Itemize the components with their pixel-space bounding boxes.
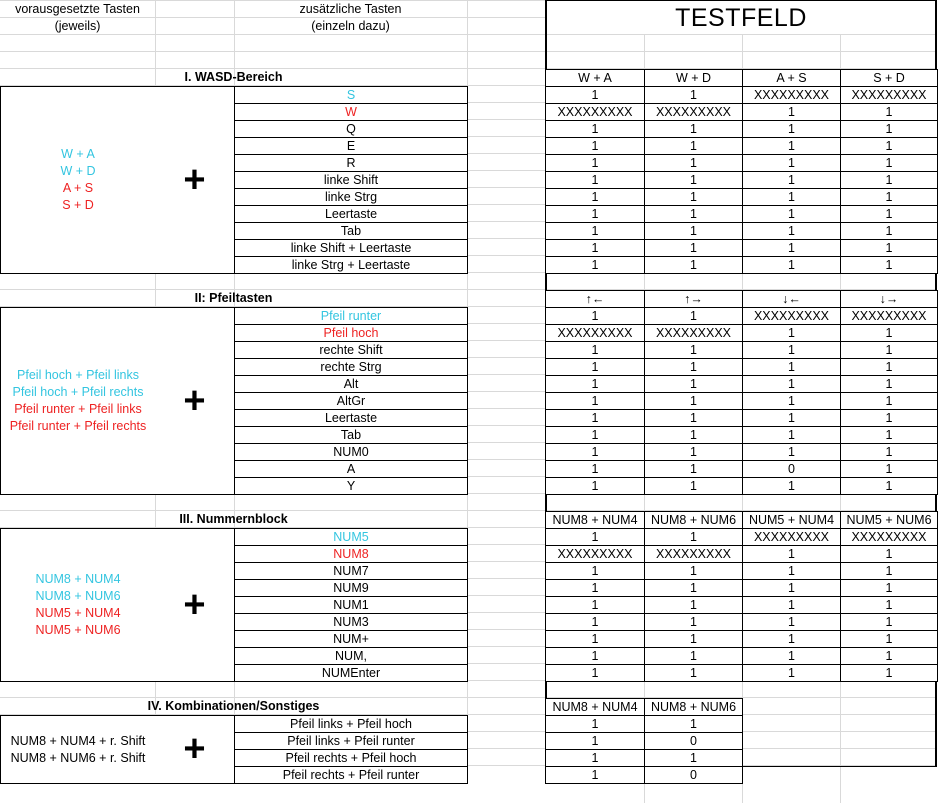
test-result-cell[interactable]: 1 <box>644 392 743 410</box>
combo-label: Pfeil hoch + Pfeil links <box>17 368 139 382</box>
test-result-cell[interactable]: 1 <box>644 239 743 257</box>
additional-key: R <box>234 154 468 172</box>
combo-label: W + A <box>61 147 95 161</box>
test-result-cell[interactable]: 1 <box>644 222 743 240</box>
test-result-cell[interactable]: 1 <box>545 749 645 767</box>
test-result-cell[interactable]: 1 <box>742 664 841 682</box>
test-result-cell[interactable]: 1 <box>545 409 645 427</box>
test-result-cell[interactable]: 1 <box>545 766 645 784</box>
section-title: III. Nummernblock <box>179 512 288 526</box>
section-title: IV. Kombinationen/Sonstiges <box>147 699 320 713</box>
section-title: II: Pfeiltasten <box>194 291 273 305</box>
test-result-cell[interactable]: 1 <box>545 341 645 359</box>
test-column-header: S + D <box>840 69 938 87</box>
test-result-cell[interactable]: 1 <box>742 426 841 444</box>
test-result-cell[interactable]: XXXXXXXXX <box>742 528 841 546</box>
section-title: I. WASD-Bereich <box>184 70 283 84</box>
additional-key: NUM5 <box>234 528 468 546</box>
test-result-cell[interactable]: 1 <box>545 154 645 172</box>
test-result-cell[interactable]: 1 <box>742 324 841 342</box>
additional-key: NUM3 <box>234 613 468 631</box>
test-result-cell[interactable]: 1 <box>545 613 645 631</box>
test-result-cell[interactable]: 1 <box>742 239 841 257</box>
additional-key: Pfeil links + Pfeil runter <box>234 732 468 750</box>
test-result-cell[interactable]: 1 <box>840 647 938 665</box>
test-result-cell[interactable]: 1 <box>545 630 645 648</box>
additional-key: S <box>234 86 468 104</box>
plus-sign: + <box>155 715 235 784</box>
additional-key: linke Strg <box>234 188 468 206</box>
additional-key: NUM9 <box>234 579 468 597</box>
additional-key: NUM0 <box>234 443 468 461</box>
test-result-cell[interactable]: XXXXXXXXX <box>644 103 743 121</box>
test-result-cell[interactable]: 1 <box>840 324 938 342</box>
test-result-cell[interactable]: 1 <box>840 562 938 580</box>
combo-label: NUM8 + NUM4 <box>35 572 121 586</box>
test-result-cell[interactable]: 1 <box>545 120 645 138</box>
test-result-cell[interactable]: 1 <box>840 154 938 172</box>
combo-label: W + D <box>60 164 96 178</box>
testfeld-title: TESTFELD <box>675 3 807 32</box>
test-result-cell[interactable]: 1 <box>840 426 938 444</box>
header-prerequisite-keys: vorausgesetzte Tasten <box>15 2 140 16</box>
additional-key: NUM, <box>234 647 468 665</box>
test-result-cell[interactable]: 1 <box>840 443 938 461</box>
additional-key: Pfeil runter <box>234 307 468 325</box>
test-result-cell[interactable]: 1 <box>644 426 743 444</box>
test-result-cell[interactable]: 1 <box>840 171 938 189</box>
plus-sign: + <box>155 307 235 495</box>
test-result-cell[interactable]: 1 <box>545 307 645 325</box>
plus-sign: + <box>155 86 235 274</box>
test-result-cell[interactable]: 1 <box>644 477 743 495</box>
test-column-header: NUM5 + NUM6 <box>840 511 938 529</box>
test-result-cell[interactable]: 1 <box>840 103 938 121</box>
test-result-cell[interactable]: 1 <box>545 375 645 393</box>
test-result-cell[interactable]: 1 <box>840 222 938 240</box>
test-result-cell[interactable]: 1 <box>742 647 841 665</box>
test-column-header: W + D <box>644 69 743 87</box>
test-result-cell[interactable]: 1 <box>644 205 743 223</box>
test-result-cell[interactable]: 1 <box>644 596 743 614</box>
test-result-cell[interactable]: 1 <box>545 205 645 223</box>
combo-label: Pfeil hoch + Pfeil rechts <box>12 385 144 399</box>
test-result-cell[interactable]: 1 <box>840 375 938 393</box>
test-result-cell[interactable]: 0 <box>644 766 743 784</box>
test-result-cell[interactable]: 1 <box>545 528 645 546</box>
additional-key: AltGr <box>234 392 468 410</box>
header-prerequisite-note: (jeweils) <box>54 19 101 33</box>
additional-key: linke Shift + Leertaste <box>234 239 468 257</box>
test-result-cell[interactable]: 1 <box>644 341 743 359</box>
test-result-cell[interactable]: 1 <box>644 154 743 172</box>
test-result-cell[interactable]: 0 <box>742 460 841 478</box>
test-column-header: ↑→ <box>644 290 743 308</box>
test-result-cell[interactable]: 1 <box>545 596 645 614</box>
combo-label: NUM8 + NUM4 + r. Shift <box>10 733 146 748</box>
combo-label: NUM5 + NUM4 <box>35 606 121 620</box>
additional-key: Tab <box>234 426 468 444</box>
test-result-cell[interactable]: XXXXXXXXX <box>840 307 938 325</box>
test-result-cell[interactable]: 1 <box>644 86 743 104</box>
test-result-cell[interactable]: 1 <box>644 409 743 427</box>
prerequisite-combos <box>0 528 156 682</box>
test-result-cell[interactable]: 1 <box>840 545 938 563</box>
combo-label: S + D <box>62 198 94 212</box>
test-result-cell[interactable]: 1 <box>644 749 743 767</box>
test-result-cell[interactable]: XXXXXXXXX <box>840 86 938 104</box>
additional-key: Leertaste <box>234 409 468 427</box>
test-result-cell[interactable]: 1 <box>742 222 841 240</box>
additional-key: Tab <box>234 222 468 240</box>
test-result-cell[interactable]: 1 <box>742 477 841 495</box>
test-result-cell[interactable]: 1 <box>742 392 841 410</box>
test-result-cell[interactable]: 1 <box>742 562 841 580</box>
prerequisite-combos <box>0 715 156 784</box>
test-result-cell[interactable]: 1 <box>742 375 841 393</box>
test-result-cell[interactable]: 1 <box>840 596 938 614</box>
test-column-header: ↑← <box>545 290 645 308</box>
test-result-cell[interactable]: 1 <box>644 120 743 138</box>
test-result-cell[interactable]: XXXXXXXXX <box>545 324 645 342</box>
test-result-cell[interactable]: 1 <box>742 545 841 563</box>
test-result-cell[interactable]: XXXXXXXXX <box>742 86 841 104</box>
test-column-header: ↓→ <box>840 290 938 308</box>
test-result-cell[interactable]: XXXXXXXXX <box>742 307 841 325</box>
additional-key: NUMEnter <box>234 664 468 682</box>
test-result-cell[interactable]: 1 <box>644 171 743 189</box>
test-column-header: NUM8 + NUM4 <box>545 698 645 716</box>
test-column-header: NUM5 + NUM4 <box>742 511 841 529</box>
prerequisite-combos <box>0 86 156 274</box>
additional-key: NUM+ <box>234 630 468 648</box>
test-column-header: W + A <box>545 69 645 87</box>
test-result-cell[interactable]: 1 <box>545 664 645 682</box>
test-result-cell[interactable]: 1 <box>545 647 645 665</box>
combo-label: Pfeil runter + Pfeil links <box>14 402 142 416</box>
test-result-cell[interactable]: 1 <box>545 188 645 206</box>
test-result-cell[interactable]: 1 <box>545 239 645 257</box>
test-result-cell[interactable]: 1 <box>742 154 841 172</box>
additional-key: linke Strg + Leertaste <box>234 256 468 274</box>
test-column-header: NUM8 + NUM4 <box>545 511 645 529</box>
test-result-cell[interactable]: 1 <box>644 375 743 393</box>
test-result-cell[interactable]: XXXXXXXXX <box>644 545 743 563</box>
test-result-cell[interactable]: XXXXXXXXX <box>545 103 645 121</box>
additional-key: NUM7 <box>234 562 468 580</box>
combo-label: Pfeil runter + Pfeil rechts <box>9 419 147 433</box>
test-result-cell[interactable]: 1 <box>644 188 743 206</box>
test-result-cell[interactable]: 1 <box>840 358 938 376</box>
test-result-cell[interactable]: 1 <box>545 86 645 104</box>
test-result-cell[interactable]: 1 <box>840 188 938 206</box>
test-result-cell[interactable]: 1 <box>840 579 938 597</box>
test-result-cell[interactable]: 1 <box>644 443 743 461</box>
test-result-cell[interactable]: 1 <box>644 137 743 155</box>
test-result-cell[interactable]: 1 <box>545 562 645 580</box>
test-result-cell[interactable]: 1 <box>644 630 743 648</box>
test-result-cell[interactable]: 1 <box>644 664 743 682</box>
test-result-cell[interactable]: 1 <box>545 426 645 444</box>
additional-key: NUM8 <box>234 545 468 563</box>
test-column-header: NUM8 + NUM6 <box>644 511 743 529</box>
test-result-cell[interactable]: 1 <box>545 460 645 478</box>
test-result-cell[interactable]: 0 <box>644 732 743 750</box>
test-result-cell[interactable]: 1 <box>840 205 938 223</box>
test-result-cell[interactable]: 1 <box>644 562 743 580</box>
test-result-cell[interactable]: 1 <box>545 256 645 274</box>
test-result-cell[interactable]: 1 <box>742 596 841 614</box>
test-result-cell[interactable]: 1 <box>545 137 645 155</box>
combo-label: NUM8 + NUM6 <box>35 589 121 603</box>
plus-sign: + <box>155 528 235 682</box>
test-result-cell[interactable]: 1 <box>742 137 841 155</box>
test-result-cell[interactable]: 1 <box>840 664 938 682</box>
test-column-header: A + S <box>742 69 841 87</box>
test-result-cell[interactable]: 1 <box>644 528 743 546</box>
test-result-cell[interactable]: 1 <box>840 613 938 631</box>
test-result-cell[interactable]: 1 <box>545 477 645 495</box>
additional-key: Pfeil rechts + Pfeil hoch <box>234 749 468 767</box>
test-result-cell[interactable]: 1 <box>742 103 841 121</box>
additional-key: NUM1 <box>234 596 468 614</box>
header-additional-note: (einzeln dazu) <box>311 19 390 33</box>
additional-key: rechte Strg <box>234 358 468 376</box>
test-result-cell[interactable]: 1 <box>742 358 841 376</box>
test-column-header: NUM8 + NUM6 <box>644 698 743 716</box>
test-result-cell[interactable]: XXXXXXXXX <box>545 545 645 563</box>
test-result-cell[interactable]: 1 <box>644 460 743 478</box>
test-result-cell[interactable]: 1 <box>644 715 743 733</box>
test-result-cell[interactable]: 1 <box>840 630 938 648</box>
additional-key: E <box>234 137 468 155</box>
test-result-cell[interactable]: 1 <box>545 171 645 189</box>
test-result-cell[interactable]: 1 <box>742 120 841 138</box>
test-result-cell[interactable]: XXXXXXXXX <box>840 528 938 546</box>
combo-label: A + S <box>62 181 94 195</box>
additional-key: W <box>234 103 468 121</box>
header-additional-keys: zusätzliche Tasten <box>299 2 402 16</box>
test-result-cell[interactable]: 1 <box>644 256 743 274</box>
test-result-cell[interactable]: 1 <box>840 460 938 478</box>
additional-key: linke Shift <box>234 171 468 189</box>
test-column-header: ↓← <box>742 290 841 308</box>
test-result-cell[interactable]: 1 <box>840 256 938 274</box>
test-result-cell[interactable]: 1 <box>840 341 938 359</box>
test-result-cell[interactable]: 1 <box>545 732 645 750</box>
test-result-cell[interactable]: 1 <box>545 443 645 461</box>
additional-key: rechte Shift <box>234 341 468 359</box>
combo-label: NUM5 + NUM6 <box>35 623 121 637</box>
test-result-cell[interactable]: 1 <box>644 307 743 325</box>
test-result-cell[interactable]: 1 <box>644 647 743 665</box>
test-result-cell[interactable]: 1 <box>840 392 938 410</box>
test-result-cell[interactable]: 1 <box>545 715 645 733</box>
test-result-cell[interactable]: 1 <box>840 137 938 155</box>
test-result-cell[interactable]: 1 <box>545 579 645 597</box>
test-result-cell[interactable]: 1 <box>742 205 841 223</box>
test-result-cell[interactable]: XXXXXXXXX <box>644 324 743 342</box>
additional-key: Leertaste <box>234 205 468 223</box>
combo-label: NUM8 + NUM6 + r. Shift <box>10 750 146 765</box>
additional-key: Y <box>234 477 468 495</box>
test-result-cell[interactable]: 1 <box>742 613 841 631</box>
additional-key: Q <box>234 120 468 138</box>
additional-key: Pfeil links + Pfeil hoch <box>234 715 468 733</box>
test-result-cell[interactable]: 1 <box>742 256 841 274</box>
test-result-cell[interactable]: 1 <box>742 409 841 427</box>
test-result-cell[interactable]: 1 <box>742 341 841 359</box>
test-result-cell[interactable]: 1 <box>644 579 743 597</box>
test-result-cell[interactable]: 1 <box>545 392 645 410</box>
test-result-cell[interactable]: 1 <box>840 409 938 427</box>
test-result-cell[interactable]: 1 <box>742 171 841 189</box>
prerequisite-combos <box>0 307 156 495</box>
gridline <box>0 51 545 52</box>
test-result-cell[interactable]: 1 <box>742 579 841 597</box>
test-result-cell[interactable]: 1 <box>644 613 743 631</box>
test-result-cell[interactable]: 1 <box>545 222 645 240</box>
test-result-cell[interactable]: 1 <box>545 358 645 376</box>
test-result-cell[interactable]: 1 <box>644 358 743 376</box>
additional-key: Pfeil rechts + Pfeil runter <box>234 766 468 784</box>
additional-key: Alt <box>234 375 468 393</box>
additional-key: A <box>234 460 468 478</box>
additional-key: Pfeil hoch <box>234 324 468 342</box>
test-result-cell[interactable]: 1 <box>742 188 841 206</box>
test-result-cell[interactable]: 1 <box>840 239 938 257</box>
test-result-cell[interactable]: 1 <box>840 120 938 138</box>
test-result-cell[interactable]: 1 <box>742 630 841 648</box>
test-result-cell[interactable]: 1 <box>742 443 841 461</box>
test-result-cell[interactable]: 1 <box>840 477 938 495</box>
